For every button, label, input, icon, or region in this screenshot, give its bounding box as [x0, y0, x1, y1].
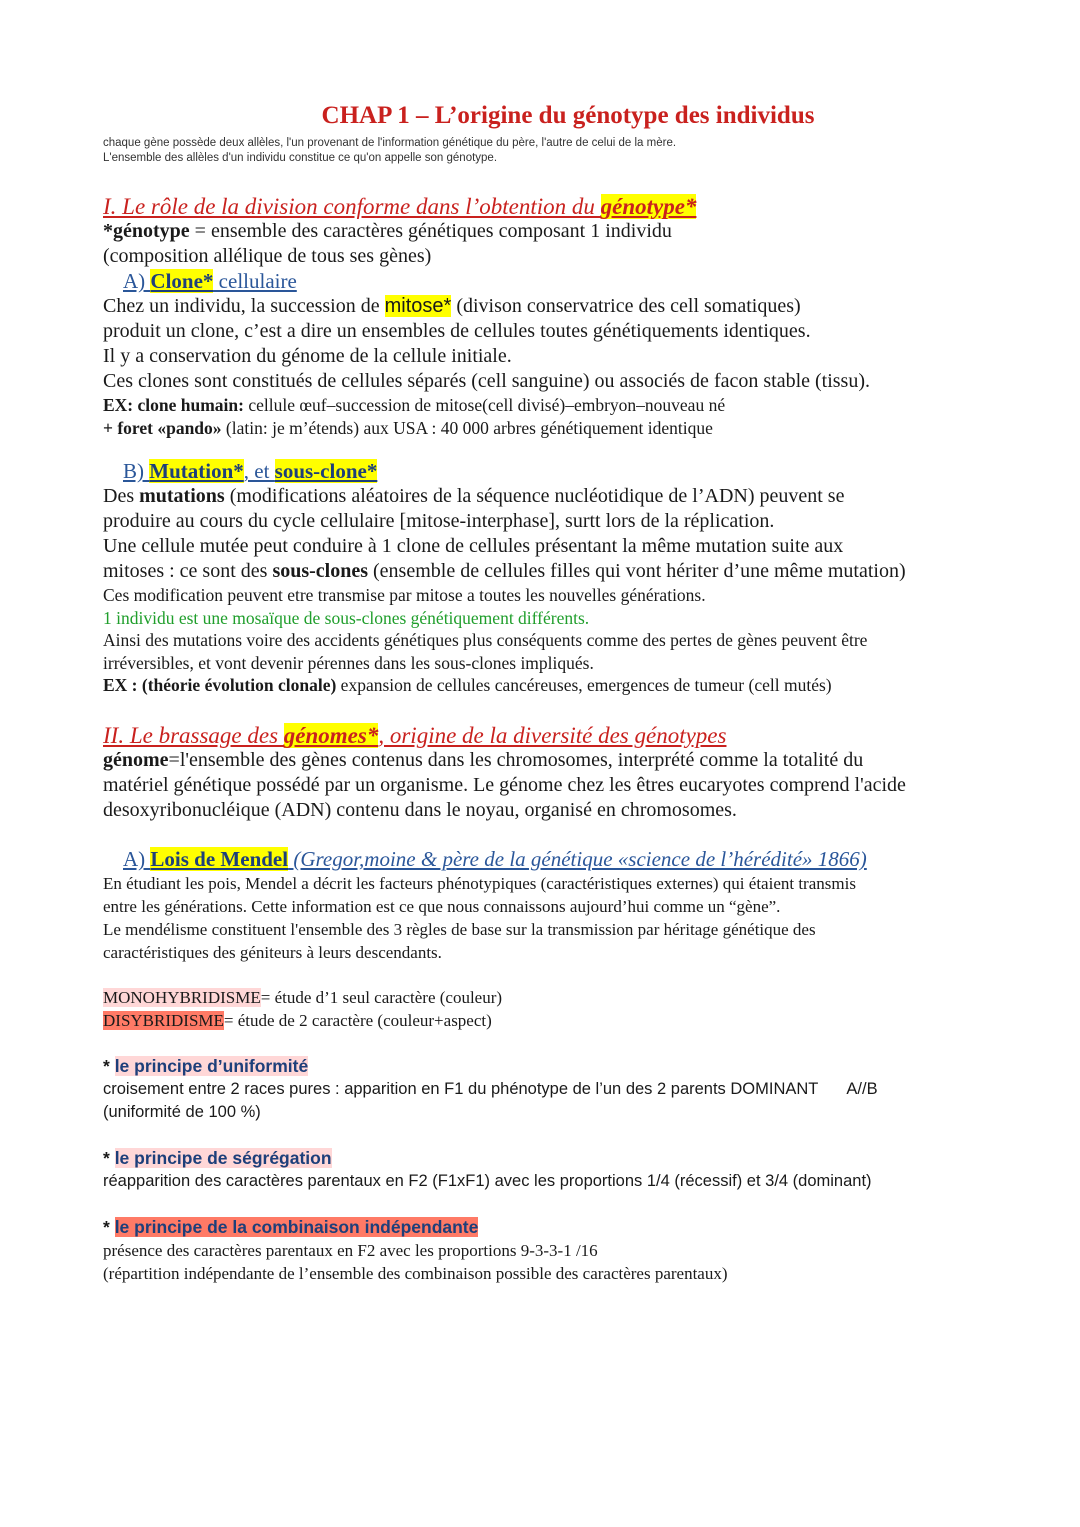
clone-example-1: EX: clone humain: cellule œuf–succession de mitose(cell divisé)–embryon–nouveau né: [103, 395, 726, 416]
dihybridism-line: DISYBRIDISME= étude de 2 caractère (couleur+aspect): [103, 1011, 492, 1031]
page-title: CHAP 1 – L’origine du génotype des individus: [321, 102, 815, 129]
mutation-example: EX : (théorie évolution clonale) expansion de cellules cancéreuses, emergences de tumeur (cell mutés): [103, 675, 832, 696]
genome-definition-2: matériel génétique possédé par un organisme. Le génome chez les êtres eucaryotes comprend l'acide: [103, 774, 906, 797]
subsection-mendel-heading: A) Lois de Mendel (Gregor,moine & père de la génétique «science de l’hérédité» 1866): [123, 847, 867, 872]
mendel-text-2: entre les générations. Cette information est ce que nous connaissons aujourd’hui comme un “gène”.: [103, 897, 781, 917]
principle-uniformity-heading: * le principe d’uniformité: [103, 1056, 309, 1077]
mutation-text-4: mitoses : ce sont des sous-clones (ensemble de cellules filles qui vont hériter d’une même mutation): [103, 560, 906, 583]
clone-text-4: Ces clones sont constitués de cellules séparés (cell sanguine) ou associés de facon stable (tissu).: [103, 370, 871, 393]
document-page: [103, 103, 1003, 1285]
subsection-clone-heading: A) Clone* cellulaire: [123, 269, 297, 294]
mutation-text-8: irréversibles, et vont devenir pérennes dans les sous-clones impliqués.: [103, 652, 594, 673]
intro-line-2: L'ensemble des allèles d'un individu constitue ce qu'on appelle son génotype.: [103, 152, 498, 164]
mutation-text-2: produire au cours du cycle cellulaire [mitose-interphase], surtt lors de la réplication.: [103, 510, 775, 533]
genotype-definition: *génotype = ensemble des caractères génétiques composant 1 individu: [103, 220, 672, 243]
principle-independence-text-1: présence des caractères parentaux en F2 avec les proportions 9-3-3-1 /16: [103, 1241, 598, 1261]
mendel-text-1: En étudiant les pois, Mendel a décrit les facteurs phénotypiques (caractéristiques externes) qui étaient transmis: [103, 874, 856, 894]
clone-text-2: produit un clone, c’est a dire un ensembles de cellules toutes génétiquements identiques.: [103, 320, 811, 343]
principle-uniformity-text-2: (uniformité de 100 %): [103, 1103, 261, 1122]
mendel-text-3: Le mendélisme constituent l'ensemble des 3 règles de base sur la transmission par héritage génétique des: [103, 920, 816, 940]
principle-independence-text-2: (répartition indépendante de l’ensemble des combinaison possible des caractères parentaux): [103, 1264, 728, 1284]
clone-text-1: Chez un individu, la succession de mitose* (divison conservatrice des cell somatiques): [103, 295, 801, 318]
genome-definition-3: desoxyribonucléique (ADN) contenu dans le noyau, organisé en chromosomes.: [103, 799, 737, 822]
principle-segregation-heading: * le principe de ségrégation: [103, 1148, 332, 1169]
clone-text-3: Il y a conservation du génome de la cellule initiale.: [103, 345, 512, 368]
mutation-text-3: Une cellule mutée peut conduire à 1 clone de cellules présentant la même mutation suite aux: [103, 535, 844, 558]
clone-example-2: + foret «pando» (latin: je m’étends) aux USA : 40 000 arbres génétiquement identique: [103, 417, 713, 438]
mutation-text-5: Ces modification peuvent etre transmise par mitose a toutes les nouvelles générations.: [103, 585, 706, 606]
genotype-definition-2: (composition allélique de tous ses gènes): [103, 245, 432, 268]
genome-definition-1: génome=l'ensemble des gènes contenus dans les chromosomes, interprété comme la totalité du: [103, 749, 864, 772]
mutation-text-6: 1 individu est une mosaïque de sous-clones génétiquement différents.: [103, 607, 590, 628]
mendel-text-4: caractéristiques des géniteurs à leurs descendants.: [103, 943, 442, 963]
principle-independence-heading: * le principe de la combinaison indépendante: [103, 1217, 479, 1238]
section-1-heading: I. Le rôle de la division conforme dans l’obtention du génotype*: [103, 194, 697, 219]
principle-uniformity-text-1: croisement entre 2 races pures : apparition en F1 du phénotype de l’un des 2 parents DOMINANT A//B: [103, 1080, 878, 1099]
intro-line-1: chaque gène possède deux allèles, l'un provenant de l'information génétique du père, l'autre de celui de la mère.: [103, 137, 677, 149]
monohybridism-line: MONOHYBRIDISME= étude d’1 seul caractère (couleur): [103, 988, 503, 1008]
mutation-text-1: Des mutations (modifications aléatoires de la séquence nucléotidique de l’ADN) peuvent se: [103, 485, 845, 508]
mutation-text-7: Ainsi des mutations voire des accidents génétiques plus conséquents comme des pertes de gènes peuvent être: [103, 630, 868, 651]
section-2-heading: II. Le brassage des génomes*, origine de la diversité des génotypes: [103, 722, 727, 748]
subsection-mutation-heading: B) Mutation*, et sous-clone*: [123, 459, 378, 484]
principle-segregation-text: réapparition des caractères parentaux en F2 (F1xF1) avec les proportions 1/4 (récessif) et 3/4 (dominant): [103, 1172, 872, 1191]
